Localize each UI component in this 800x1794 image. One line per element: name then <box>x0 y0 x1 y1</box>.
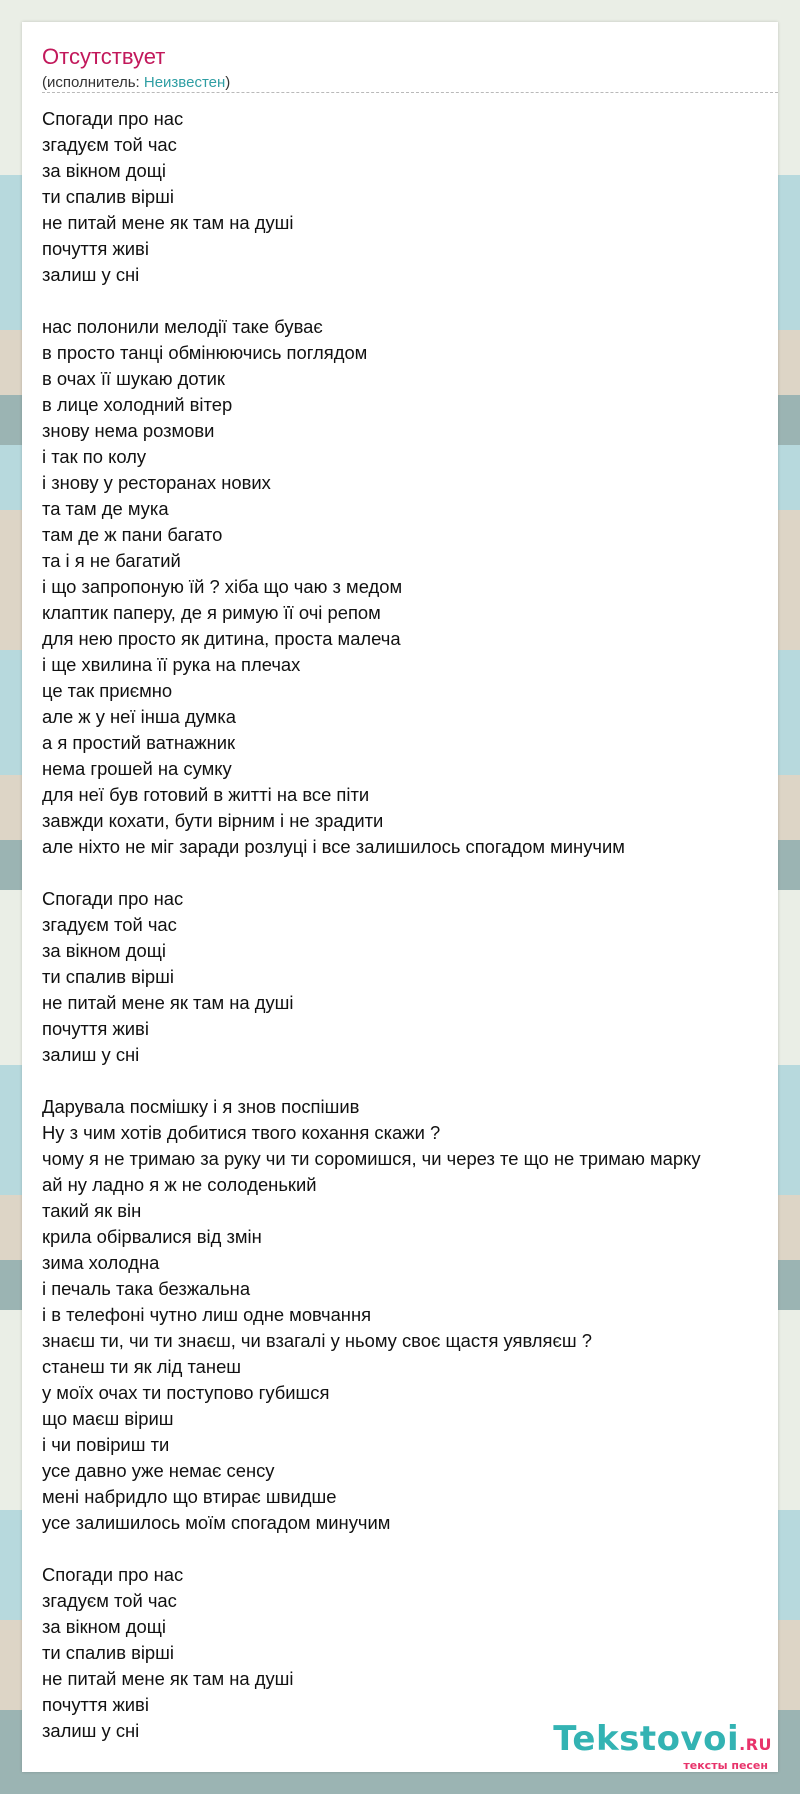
logo-subtitle: тексты песен <box>683 1759 768 1772</box>
artist-line <box>42 74 230 91</box>
artist-suffix: ) <box>225 74 231 91</box>
logo-wordmark: Tekstovoi <box>553 1719 740 1759</box>
logo-domain: .RU <box>739 1735 772 1754</box>
artist-prefix: (исполнитель: <box>42 74 144 91</box>
lyrics-text: Спогади про нас згадуєм той час за вікном дощі ти спалив вірші не питай мене як там на душі почуття живі залиш у сні нас полонили мелодії таке буває в просто танці обмінюючись поглядом в очах її шукаю дотик в лице холодний вітер знову нема розмови і так по колу і знову у ресторанах нових та там де мука там де ж пани багато та і я не багатий і що запропоную їй ? хіба що чаю з медом клаптик паперу, де я римую її очі репом для нею просто як дитина, проста малеча і ще хвилина її рука на плечах це так приємно але ж у неї інша думка а я простий ватнажник нема грошей на сумку для неї був готовий в житті на все піти завжди кохати, бути вірним і не зрадити але ніхто не міг заради розлуці і все залишилось спогадом минучим Спогади про нас згадуєм той час за вікном дощі ти спалив вірші не питай мене як там на душі почуття живі залиш у сні Дарувала посмішку і я знов поспішив Ну з чим хотів добитися твого кохання скажи ? чому я не тримаю за руку чи ти соромишся, чи через те що не тримаю марку ай ну ладно я ж не солоденький такий як він крила обірвалися від змін зима холодна і печаль така безжальна і в телефоні чутно лиш одне мовчання знаєш ти, чи ти знаєш, чи взагалі у ньому своє щастя уявляєш ? станеш ти як лід танеш у моїх очах ти поступово губишся що маєш віриш і чи повіриш ти усе давно уже немає сенсу мені набридло що втирає швидше усе залишилось моїм спогадом минучим Спогади про нас згадуєм той час за вікном дощі ти спалив вірші не питай мене як там на душі почуття живі залиш у сні <box>42 108 701 1741</box>
lyrics-card <box>22 22 778 1772</box>
site-logo[interactable] <box>553 1721 772 1772</box>
dashed-divider <box>42 92 778 93</box>
artist-link[interactable]: Неизвестен <box>143 74 226 91</box>
song-title: Отсутствует <box>42 44 166 69</box>
